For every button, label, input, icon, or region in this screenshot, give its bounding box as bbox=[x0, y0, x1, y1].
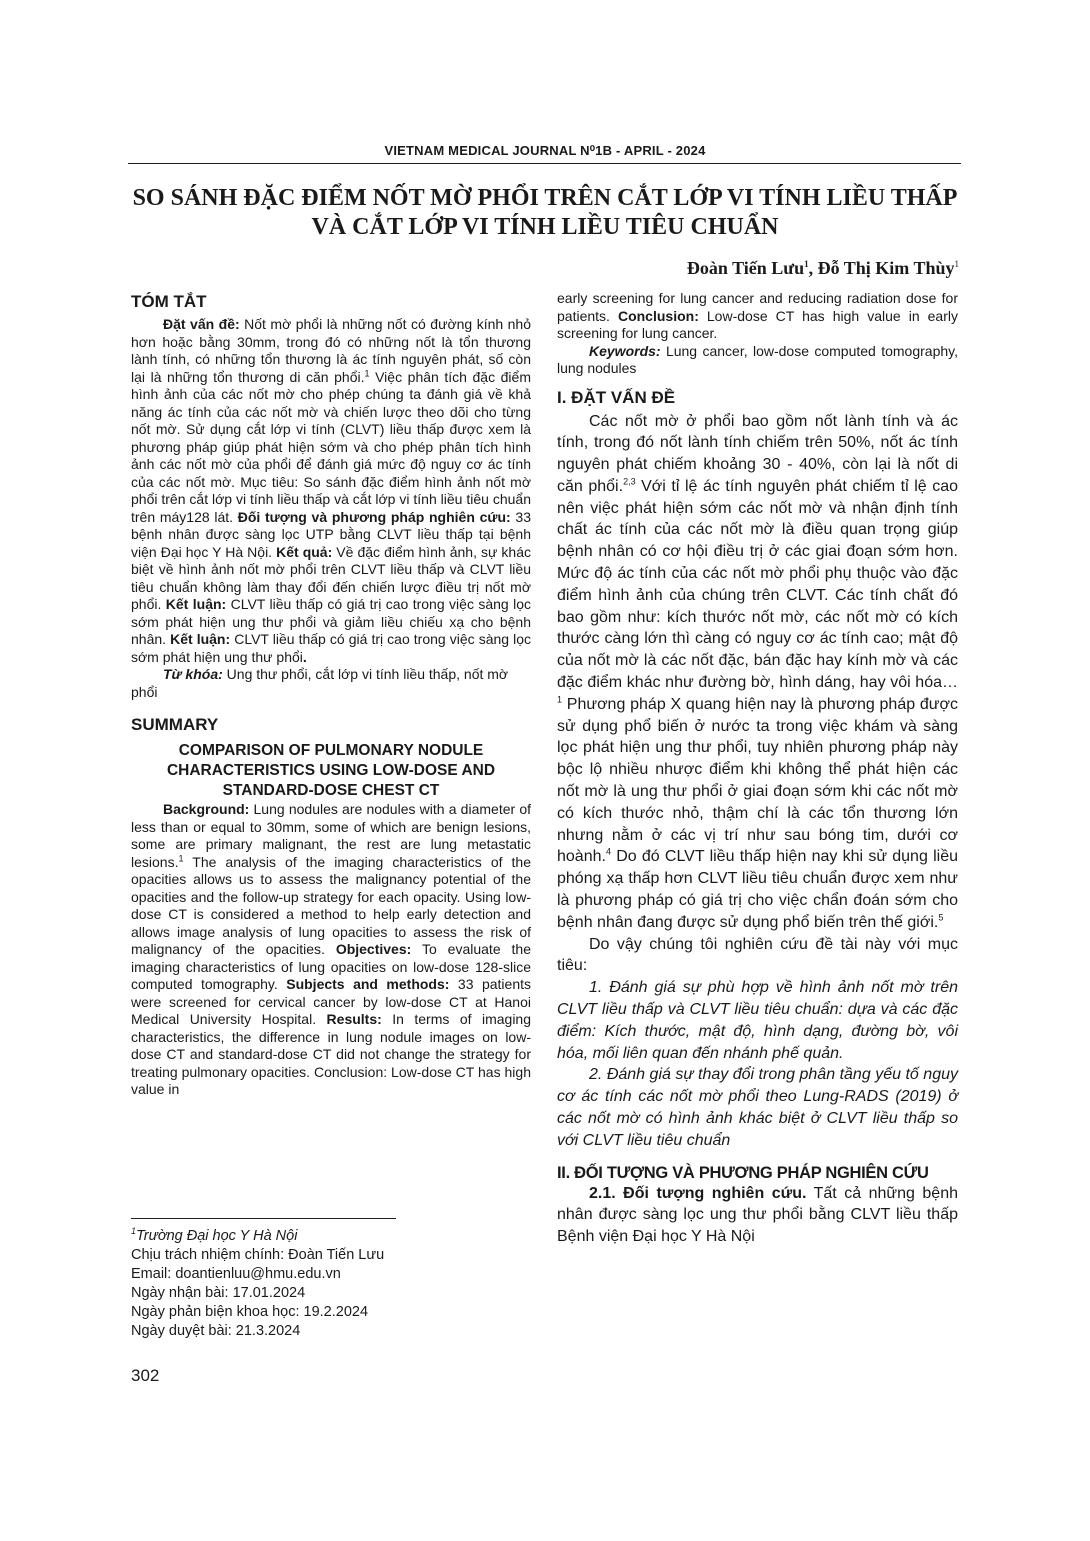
left-column bbox=[131, 292, 531, 1099]
summary-continued bbox=[557, 290, 958, 343]
label-background-vi: Đặt vấn đề: bbox=[163, 316, 240, 332]
right-column bbox=[557, 290, 958, 1248]
section-1-paragraph-2: Do vậy chúng tôi nghiên cứu đề tài này với mục tiêu: bbox=[557, 935, 958, 975]
section-1-text-a: Các nốt mờ ở phổi bao gồm nốt lành tính và ác tính, trong đó nốt lành tính chiếm trên 50%, nốt ác tính nguyên phát chiếm khoảng 30 - 40%, còn lại là nốt di căn phổi. bbox=[557, 412, 958, 495]
header-rule bbox=[128, 163, 961, 164]
author-1-affiliation: 1 bbox=[804, 259, 809, 269]
abstract-vi-text-6: CLVT liều thấp có giá trị cao trong việc sàng lọc sớm phát hiện ung thư phổi bbox=[131, 631, 532, 665]
abstract-vi-text-2: Việc phân tích đặc điểm hình ảnh của các nốt mờ cho phép chúng ta đánh giá về khả năng ác tính của các nốt mờ và chiến lược theo dõi cho từng nốt mờ. Sử dụng cắt lớp vi tính (CLVT) liều thấp được xem là phương pháp giúp phát hiện sớm và cho phép phân tích hình ảnh các nốt mờ của phổi để đánh giá mức độ nguy cơ ác tính của các nốt mờ. Mục tiêu: So sánh đặc điểm hình ảnh nốt mờ phổi trên cắt lớp vi tính liều thấp và cắt lớp vi tính liều tiêu chuẩn trên máy128 lát. bbox=[131, 368, 531, 525]
citation-sup: 1 bbox=[557, 694, 563, 705]
keywords-vi-text: Ung thư phổi, cắt lớp vi tính liều thấp, nốt mờ phổi bbox=[131, 666, 509, 700]
abstract-vi-body bbox=[131, 316, 531, 666]
abstract-vi-text-5: CLVT liều thấp có giá trị cao trong việc sàng lọc sớm phát hiện ung thư phổi và giảm liều chiếu xạ cho bệnh nhân. bbox=[131, 596, 532, 647]
page-number: 302 bbox=[131, 1366, 160, 1385]
footnote-reviewed: Ngày phản biện khoa học: 19.2.2024 bbox=[131, 1304, 369, 1320]
subsection-2-1-heading: 2.1. Đối tượng nghiên cứu. bbox=[589, 1184, 807, 1202]
footnote-accepted: Ngày duyệt bài: 21.3.2024 bbox=[131, 1323, 301, 1339]
keywords-vi-label: Từ khóa: bbox=[163, 666, 223, 682]
keywords-en bbox=[557, 343, 958, 378]
summary-text-6: early screening for lung cancer and reducing radiation dose for patients. bbox=[557, 290, 958, 324]
section-1-text-d: Do đó CLVT liều thấp hiện nay khi sử dụng liều phóng xạ thấp hơn CLVT liều tiêu chuẩn được xem như là phương pháp có giá trị cho việc chẩn đoán sớm cho bệnh nhân đang được sử dụng phổ biến trên thế giới. bbox=[557, 848, 958, 931]
citation-sup: 5 bbox=[938, 912, 944, 923]
abstract-vi-end: . bbox=[302, 648, 307, 665]
summary-text-4: 33 patients were screened for cervical cancer by low-dose CT at Hanoi Medical University Hospital. bbox=[131, 976, 532, 1027]
paper-title bbox=[120, 184, 970, 242]
label-conclusion-en: Conclusion: bbox=[617, 307, 699, 324]
section-1-text-c: Phương pháp X quang hiện nay là phương pháp được sử dụng phổ biến ở nước ta trong việc khám và sàng lọc phát hiện ung thư phổi, tuy nhiên phương pháp này bộc lộ nhiều nhược điểm khi không thể phát hiện các nốt mờ là ung thư phổi ở giai đoạn sớm khi các nốt mờ có kích thước nhỏ, thậm chí là các tổn thương lớn nhưng nằm ở các vị trí như sau bóng tim, dưới cơ hoành. bbox=[557, 695, 958, 866]
section-2-1 bbox=[557, 1183, 958, 1248]
label-background-en: Background: bbox=[163, 801, 250, 817]
author-separator: , bbox=[808, 258, 818, 278]
footnote-responsible: Chịu trách nhiệm chính: Đoàn Tiến Lưu bbox=[131, 1247, 385, 1263]
title-line-1: SO SÁNH ĐẶC ĐIỂM NỐT MỜ PHỔI TRÊN CẮT LỚP VI TÍNH LIỀU THẤP bbox=[132, 185, 958, 211]
section-1-heading: I. ĐẶT VẤN ĐỀ bbox=[557, 387, 676, 407]
section-1-text-b: Với tỉ lệ ác tính nguyên phát chiếm tỉ lệ cao nên việc phát hiện sớm các nốt mờ và nhận định tính chất ác tính của các nốt mờ là điều quan trọng giúp bệnh nhân có cơ hội điều trị ở các giai đoạn sớm hơn. Mức độ ác tính của các nốt mờ phổi phụ thuộc vào đặc điểm hình ảnh của chúng trên CLVT. Các tính chất đó bao gồm như: kích thước nốt mờ, các nốt mờ có kích thước càng lớn thì càng có nguy cơ ác tính cao; mật độ của nốt mờ là các nốt đặc, bán đặc hay kính mờ và các đặc điểm khác như đường bờ, hình dáng, hay vôi hóa… bbox=[557, 477, 959, 692]
summary-title: COMPARISON OF PULMONARY NODULE CHARACTERISTICS USING LOW-DOSE AND STANDARD-DOSE CHEST CT bbox=[166, 742, 496, 799]
abstract-vi-text-1: Nốt mờ phổi là những nốt có đường kính nhỏ hơn hoặc bằng 30mm, trong đó có những nốt là tổn thương lành tính, có những tổn thương là ác tính nguyên phát, số còn lại là những tổn thương di căn phổi. bbox=[131, 316, 531, 385]
summary-text-3: To evaluate the imaging characteristics of lung opacities on low-dose 128-slice computed tomography. bbox=[131, 941, 531, 992]
label-results-en: Results: bbox=[326, 1011, 382, 1027]
footnote-rule bbox=[131, 1218, 396, 1219]
keywords-en-text: Lung cancer, low-dose computed tomography, lung nodules bbox=[557, 342, 958, 376]
title-line-2: VÀ CẮT LỚP VI TÍNH LIỀU TIÊU CHUẨN bbox=[311, 214, 779, 240]
footnote-affiliation-text: Trường Đại học Y Hà Nội bbox=[136, 1228, 298, 1244]
summary-body bbox=[131, 801, 531, 1099]
citation-sup: 1 bbox=[364, 367, 370, 378]
label-methods-en: Subjects and methods: bbox=[286, 976, 450, 992]
footnote-received: Ngày nhận bài: 17.01.2024 bbox=[131, 1285, 306, 1301]
summary-text-1: Lung nodules are nodules with a diameter of less than or equal to 30mm, some of which are benign lesions, some are primary malignant, the rest are lung metastatic lesions. bbox=[131, 801, 531, 870]
journal-header: VIETNAM MEDICAL JOURNAL N⁰1B - APRIL - 2024 bbox=[384, 143, 706, 158]
section-1-paragraph-1 bbox=[557, 411, 958, 934]
keywords-en-label: Keywords: bbox=[589, 342, 661, 359]
label-methods-vi: Đối tượng và phương pháp nghiên cứu: bbox=[237, 508, 511, 525]
abstract-vi-heading: TÓM TẮT bbox=[131, 292, 207, 311]
objective-2: 2. Đánh giá sự thay đổi trong phân tầng yếu tố nguy cơ ác tính các nốt mờ phổi theo Lung-RADS (2019) ở các nốt mờ có hình ảnh khác biệt ở CLVT liều thấp so với CLVT liều tiêu chuẩn bbox=[557, 1066, 958, 1149]
subsection-2-1-text: Tất cả những bệnh nhân được sàng lọc ung thư phổi bằng CLVT liều thấp Bệnh viện Đại học Y Hà Nội bbox=[557, 1184, 958, 1246]
author-1: Đoàn Tiến Lưu bbox=[686, 258, 805, 278]
label-conclusion-vi: Kết luận: bbox=[165, 596, 227, 612]
summary-text-2: The analysis of the imaging characteristics of the opacities allows us to assess the malignancy potential of the opacities and the follow-up strategy for each opacity. Using low-dose CT is considered a method to help early detection and allows image analysis of lung opacities to assess the risk of malignancy of the opacities. bbox=[131, 853, 531, 957]
author-list bbox=[687, 258, 959, 279]
author-2-affiliation: 1 bbox=[954, 259, 959, 269]
label-results-vi: Kết quả: bbox=[276, 543, 333, 560]
label-objectives-en: Objectives: bbox=[335, 941, 412, 957]
summary-text-7: Low-dose CT has high value in early screening for lung cancer. bbox=[557, 307, 958, 341]
author-2: Đỗ Thị Kim Thùy bbox=[817, 258, 955, 278]
abstract-vi-text-4: Về đặc điểm hình ảnh, sự khác biệt về hình ảnh nốt mờ phổi trên CLVT liều thấp và CLVT liều tiêu chuẩn không làm thay đổi đến chiến lược điều trị nốt mờ phổi. bbox=[131, 543, 531, 612]
footnote-affiliation bbox=[131, 1227, 384, 1246]
abstract-vi-text-3: 33 bệnh nhân được sàng lọc UTP bằng CLVT liều thấp tại bệnh viện Đại học Y Hà Nội. bbox=[131, 508, 531, 560]
summary-heading: SUMMARY bbox=[131, 715, 219, 734]
footnote-sup: 1 bbox=[131, 1226, 137, 1237]
section-2-heading: II. ĐỐI TƯỢNG VÀ PHƯƠNG PHÁP NGHIÊN CỨU bbox=[557, 1163, 929, 1182]
summary-text-5: In terms of imaging characteristics, the difference in lung nodule images on low-dose CT and standard-dose CT did not change the strategy for treating pulmonary opacities. Conclusion: Low-dose CT has high value in bbox=[131, 1011, 531, 1097]
citation-sup: 1 bbox=[178, 852, 184, 863]
keywords-vi bbox=[131, 666, 531, 701]
citation-sup: 2,3 bbox=[623, 476, 636, 487]
footnote-email: Email: doantienluu@hmu.edu.vn bbox=[131, 1266, 341, 1282]
footnotes bbox=[131, 1227, 384, 1341]
citation-sup: 4 bbox=[605, 847, 611, 858]
objective-1: 1. Đánh giá sự phù hợp về hình ảnh nốt mờ trên CLVT liều thấp và CLVT liều tiêu chuẩn: dựa và các đặc điểm: Kích thước, mật độ, hình dạng, đường bờ, vôi hóa, mối liên quan đến nhánh phế quản. bbox=[557, 979, 958, 1062]
label-conclusion-vi-2: Kết luận: bbox=[170, 631, 231, 647]
